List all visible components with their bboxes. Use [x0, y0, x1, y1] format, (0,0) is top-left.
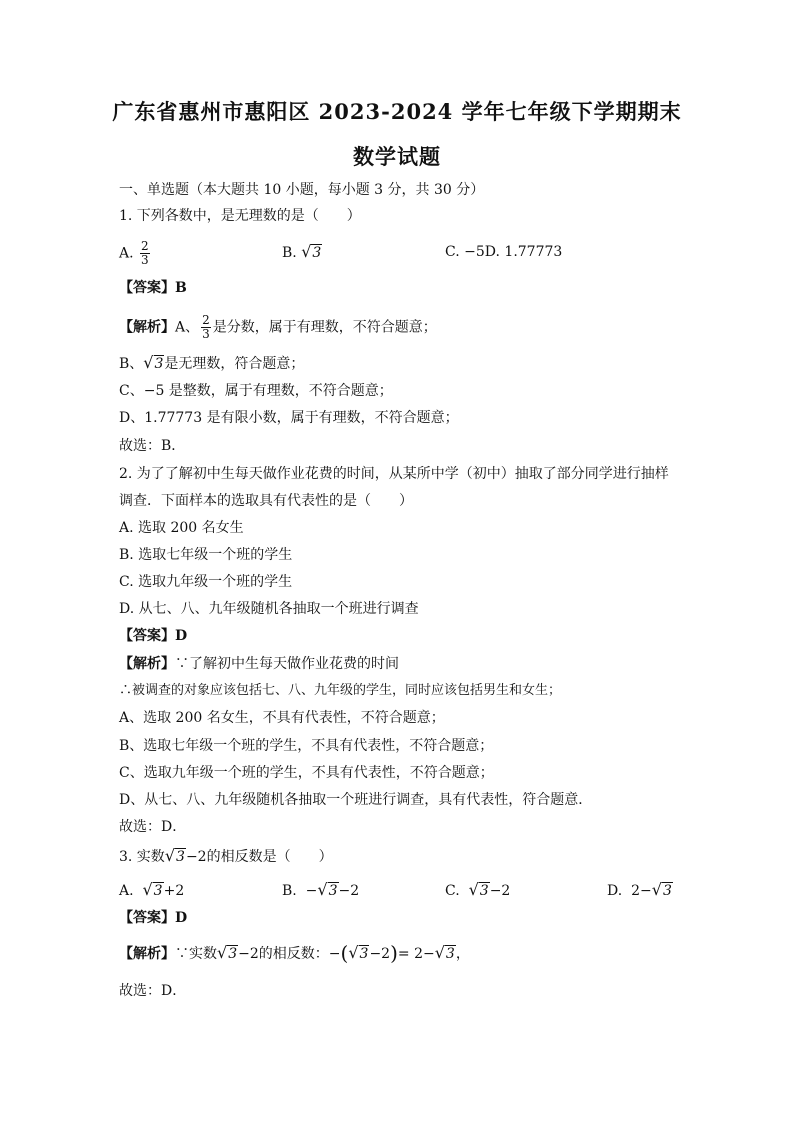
question-3-answer: 【答案】D: [119, 910, 188, 926]
question-3-option-c: C. √3−2: [445, 880, 511, 899]
sqrt-expression: √3: [142, 880, 163, 899]
question-3-conclusion: 故选：D．: [119, 983, 187, 999]
question-2-option-d: D. 从七、八、九年级随机各抽取一个班进行调查: [119, 601, 419, 617]
question-2-analysis-6: D、从七、八、九年级随机各抽取一个班进行调查，具有代表性，符合题意．: [119, 792, 593, 808]
question-3-stem: 3. 实数√3−2的相反数是（ ）: [119, 846, 333, 865]
document-subtitle: 数学试题: [353, 144, 441, 169]
sqrt-expression: √3: [317, 880, 338, 899]
question-3-option-d: D. 2−√3: [607, 880, 672, 899]
question-2-stem-line2: 调查．下面样本的选取具有代表性的是（ ）: [119, 493, 413, 509]
sqrt-expression: √3: [651, 880, 672, 899]
question-2-option-b: B. 选取七年级一个班的学生: [119, 547, 293, 563]
question-1-analysis-d: D、1.77773 是有限小数，属于有理数，不符合题意；: [119, 410, 459, 426]
question-2-answer: 【答案】D: [119, 628, 188, 644]
question-1-analysis-c: C、−5 是整数，属于有理数，不符合题意；: [119, 383, 393, 399]
sqrt-expression: √3: [468, 880, 489, 899]
question-1-conclusion: 故选：B．: [119, 438, 186, 454]
sqrt-expression: √3: [301, 242, 322, 261]
document-title: 广东省惠州市惠阳区 2023-2024 学年七年级下学期期末: [112, 99, 682, 124]
question-3-option-a: A. √3+2: [119, 880, 185, 899]
sqrt-expression: √3: [434, 943, 455, 962]
question-2-conclusion: 故选：D．: [119, 819, 187, 835]
question-3-option-b: B. −√3−2: [282, 880, 360, 899]
sqrt-expression: √3: [348, 943, 369, 962]
question-2-analysis-5: C、选取九年级一个班的学生，不具有代表性，不符合题意；: [119, 765, 494, 781]
question-2-analysis-3: A、选取 200 名女生，不具有代表性，不符合题意；: [119, 710, 445, 726]
question-2-option-a: A. 选取 200 名女生: [119, 520, 244, 536]
question-1-analysis-b: B、√3是无理数，符合题意；: [119, 353, 305, 372]
sqrt-expression: √3: [143, 353, 164, 372]
question-2-analysis-2: ∴被调查的对象应该包括七、八、九年级的学生，同时应该包括男生和女生；: [119, 683, 562, 698]
question-1-stem: 1. 下列各数中，是无理数的是（ ）: [119, 208, 361, 224]
section-heading: 一、单选题（本大题共 10 小题，每小题 3 分，共 30 分）: [119, 182, 485, 198]
question-1-answer: 【答案】B: [119, 280, 187, 296]
question-1-option-b: B. √3: [282, 242, 322, 261]
question-2-option-c: C. 选取九年级一个班的学生: [119, 574, 293, 590]
question-2-stem-line1: 2. 为了了解初中生每天做作业花费的时间，从某所中学（初中）抽取了部分同学进行抽样: [119, 466, 669, 482]
question-3-analysis: 【解析】∵实数√3−2的相反数：−(√3−2)= 2−√3，: [119, 941, 470, 965]
question-1-option-a: A. $\frac{2}{3}$: [119, 239, 149, 267]
question-2-analysis-4: B、选取七年级一个班的学生，不具有代表性，不符合题意；: [119, 738, 494, 754]
question-1-option-c-d: C. −5D. 1.77773: [445, 244, 563, 260]
fraction: $\frac{2}{3}$: [141, 239, 149, 267]
sqrt-expression: √3: [164, 846, 185, 865]
fraction: $\frac{2}{3}$: [202, 313, 210, 341]
question-2-analysis-1: 【解析】∵了解初中生每天做作业花费的时间: [119, 656, 399, 672]
sqrt-expression: √3: [217, 943, 238, 962]
question-1-analysis-a: 【解析】A、 $\frac{2}{3}$ 是分数，属于有理数，不符合题意；: [119, 313, 437, 341]
